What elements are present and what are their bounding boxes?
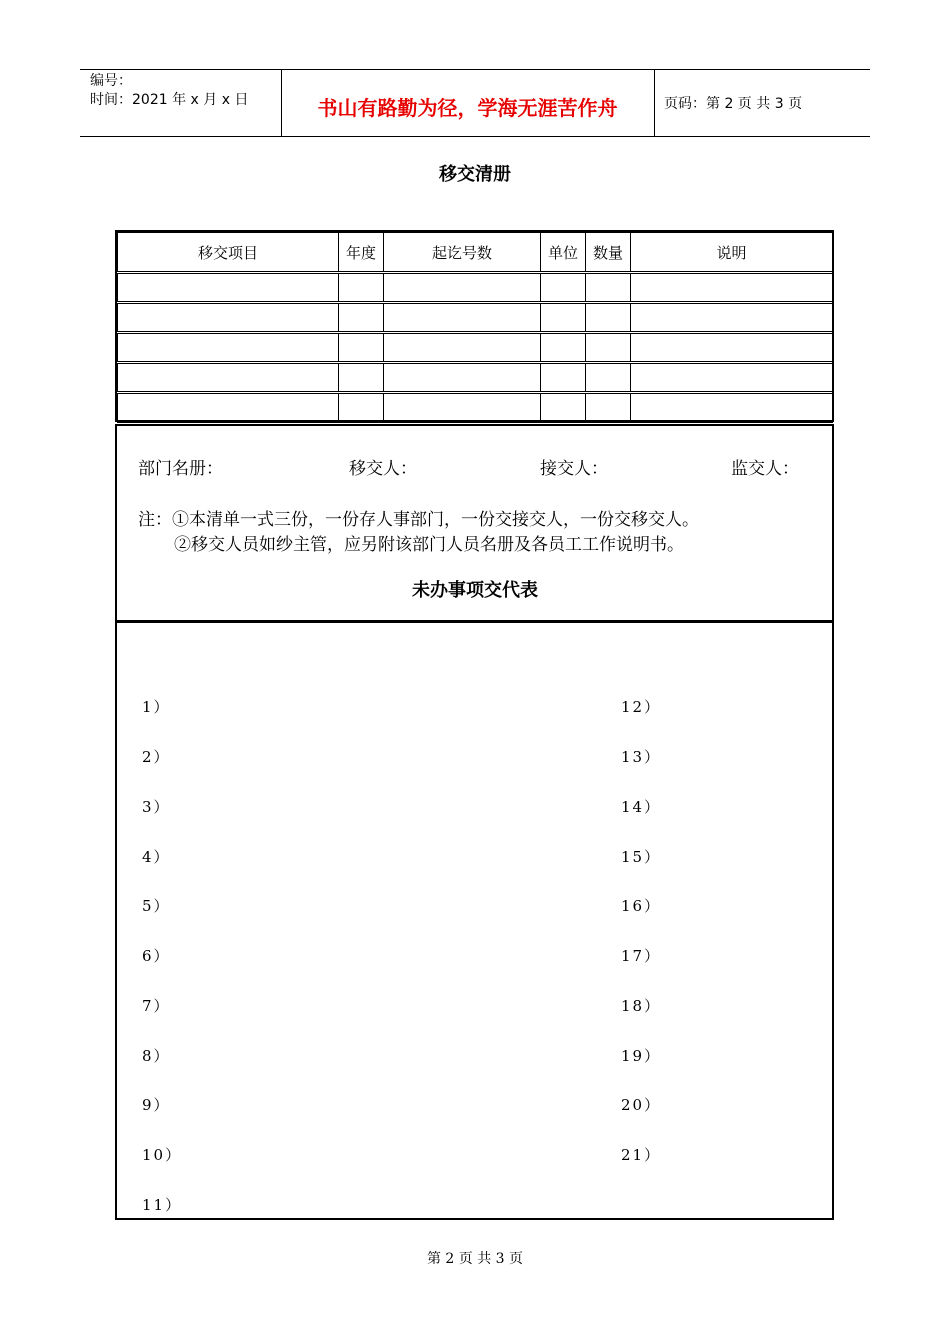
pending-item: 18）: [621, 997, 662, 1015]
column-header: 数量: [586, 233, 631, 273]
table-cell[interactable]: [586, 363, 631, 393]
table-cell[interactable]: [586, 273, 631, 303]
table-cell[interactable]: [339, 393, 384, 423]
pending-item: 20）: [621, 1096, 662, 1114]
header-bottom-rule: [80, 136, 870, 137]
table-row: [118, 393, 833, 423]
table-cell[interactable]: [586, 333, 631, 363]
pending-item: 17）: [621, 947, 662, 965]
transferor-label: 移交人：: [349, 459, 417, 479]
page-info: 页码：第 2 页 共 3 页: [664, 96, 803, 112]
table-cell[interactable]: [118, 363, 339, 393]
table-row: [118, 303, 833, 333]
table-cell[interactable]: [586, 303, 631, 333]
table-cell[interactable]: [631, 363, 833, 393]
table-cell[interactable]: [384, 333, 541, 363]
page-title: 移交清册: [439, 164, 511, 185]
table-cell[interactable]: [339, 333, 384, 363]
pending-item: 21）: [621, 1146, 662, 1164]
pending-items-title: 未办事项交代表: [412, 580, 538, 601]
page-footer: 第 2 页 共 3 页: [426, 1251, 524, 1267]
column-header: 移交项目: [118, 233, 339, 273]
table-cell[interactable]: [541, 363, 586, 393]
header-top-rule: [80, 69, 870, 70]
pending-item: 7）: [142, 997, 171, 1015]
pending-item: 16）: [621, 897, 662, 915]
pending-item: 10）: [142, 1146, 183, 1164]
transfer-table: [117, 232, 833, 423]
table-cell[interactable]: [118, 303, 339, 333]
table-header-row: [118, 233, 833, 273]
table-cell[interactable]: [118, 393, 339, 423]
table-row: [118, 333, 833, 363]
note-line-2: ②移交人员如纱主管，应另附该部门人员名册及各员工工作说明书。: [174, 535, 684, 555]
pending-item: 14）: [621, 798, 662, 816]
table-cell[interactable]: [541, 273, 586, 303]
column-header: 说明: [631, 233, 833, 273]
pending-item: 9）: [142, 1096, 171, 1114]
table-cell[interactable]: [541, 393, 586, 423]
table-cell[interactable]: [384, 393, 541, 423]
table-cell[interactable]: [118, 333, 339, 363]
table-cell[interactable]: [384, 273, 541, 303]
doc-number-label: 编号：: [90, 73, 132, 89]
pending-item: 15）: [621, 848, 662, 866]
pending-item: 3）: [142, 798, 171, 816]
table-cell[interactable]: [384, 363, 541, 393]
table-cell[interactable]: [631, 273, 833, 303]
table-cell[interactable]: [541, 303, 586, 333]
receiver-label: 接交人：: [540, 459, 608, 479]
pending-item: 2）: [142, 748, 171, 766]
pending-item: 8）: [142, 1047, 171, 1065]
doc-date: 时间：2021 年 x 月 x 日: [90, 92, 249, 108]
supervisor-label: 监交人：: [731, 459, 799, 479]
pending-item: 12）: [621, 698, 662, 716]
pending-item: 1）: [142, 698, 171, 716]
column-header: 单位: [541, 233, 586, 273]
header-divider-right: [654, 69, 655, 136]
note-line-1: 注：①本清单一式三份，一份存人事部门，一份交接交人，一份交移交人。: [138, 510, 699, 530]
table-cell[interactable]: [118, 273, 339, 303]
pending-item: 4）: [142, 848, 171, 866]
table-row: [118, 363, 833, 393]
column-header: 年度: [339, 233, 384, 273]
pending-item: 19）: [621, 1047, 662, 1065]
table-cell[interactable]: [339, 303, 384, 333]
table-cell[interactable]: [339, 363, 384, 393]
table-cell[interactable]: [339, 273, 384, 303]
pending-items-box: [115, 620, 834, 1220]
header-motto: 书山有路勤为径，学海无涯苦作舟: [317, 96, 618, 120]
table-cell[interactable]: [631, 393, 833, 423]
dept-roster-label: 部门名册：: [138, 459, 223, 479]
table-cell[interactable]: [586, 393, 631, 423]
pending-item: 6）: [142, 947, 171, 965]
table-cell[interactable]: [384, 303, 541, 333]
pending-item: 13）: [621, 748, 662, 766]
table-cell[interactable]: [631, 303, 833, 333]
table-cell[interactable]: [631, 333, 833, 363]
column-header: 起讫号数: [384, 233, 541, 273]
pending-item: 5）: [142, 897, 171, 915]
table-cell[interactable]: [541, 333, 586, 363]
table-row: [118, 273, 833, 303]
pending-item: 11）: [142, 1196, 183, 1214]
